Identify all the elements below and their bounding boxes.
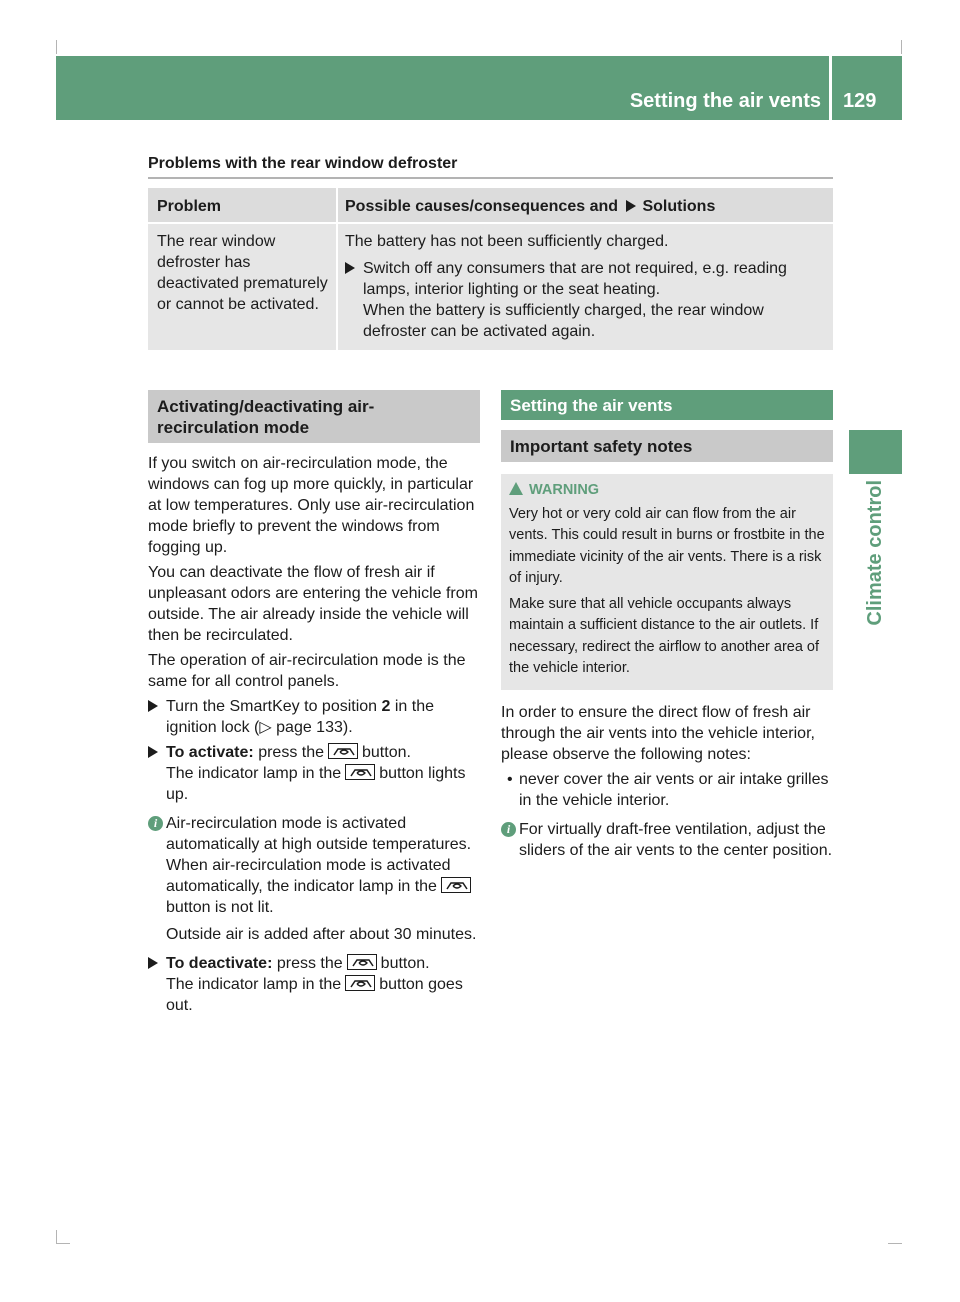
cause-text: The battery has not been sufficiently charged. — [345, 233, 669, 250]
recirculation-odors: You can deactivate the flow of fresh air if unpleasant odors are entering the vehicle from outside. The air already inside the vehicle will then be recirculated. — [148, 564, 478, 644]
instruction-step — [148, 696, 480, 738]
step-text: in the ignition lock ( — [166, 698, 435, 736]
header-title: Setting the air vents — [629, 90, 821, 112]
air-vents-intro: In order to ensure the direct flow of fresh air through the air vents into the vehicle interior, please observe the following notes: — [501, 703, 815, 763]
info-icon: i — [501, 822, 516, 837]
table-header-problem: Problem — [157, 198, 222, 215]
right-column — [501, 390, 833, 861]
crop-mark — [901, 40, 902, 54]
info-text: Air-recirculation mode is activated automatically at high outside temperatures. When air-recirculation mode is activated automatically, the indicator lamp in the — [166, 815, 472, 895]
section-rule — [148, 177, 833, 179]
step-text: button. — [380, 955, 430, 972]
step-result: The indicator lamp in the — [166, 765, 342, 782]
recirculation-button-icon — [328, 743, 358, 759]
recirculation-intro: If you switch on air-recirculation mode, the windows can fog up more quickly, in particular at low temperatures. Only use air-recirculation mode briefly to prevent the windows from fogging up. — [148, 455, 475, 556]
column-divider — [336, 224, 338, 350]
step-text: press the — [276, 955, 343, 972]
solution-step-text: Switch off any consumers that are not required, e.g. reading lamps, interior lighting or the seat heating. — [363, 260, 787, 298]
arrow-icon — [148, 957, 158, 969]
info-text: button is not lit. — [166, 899, 274, 916]
table-header-causes-text: Possible causes/consequences and — [345, 198, 619, 215]
deactivate-label: To deactivate: — [166, 955, 273, 972]
section-title: Problems with the rear window defroster — [148, 155, 458, 172]
arrow-icon — [345, 262, 355, 274]
info-text: Outside air is added after about 30 minutes. — [166, 926, 477, 943]
side-tab-block — [849, 430, 902, 474]
activate-label: To activate: — [166, 744, 254, 761]
side-tab-label: Climate control — [864, 480, 886, 626]
solution-step-result: When the battery is sufficiently charged, the rear window defroster can be activated again. — [363, 302, 764, 340]
step-result: The indicator lamp in the — [166, 976, 342, 993]
solution-step — [345, 258, 825, 342]
arrow-icon — [148, 700, 158, 712]
warning-title: WARNING — [529, 482, 600, 498]
left-column — [148, 390, 480, 1016]
recirculation-panels: The operation of air-recirculation mode is the same for all control panels. — [148, 652, 466, 690]
step-text: Turn the SmartKey to position — [166, 698, 378, 715]
table-header-solutions-text: Solutions — [642, 198, 716, 215]
page-number: 129 — [843, 90, 877, 112]
column-divider — [336, 188, 338, 222]
header-divider — [829, 56, 832, 120]
step-result: button goes out. — [166, 976, 463, 1014]
info-text: For virtually draft-free ventilation, adjust the sliders of the air vents to the center position. — [519, 820, 833, 859]
page-reference[interactable]: page 133). — [276, 719, 353, 736]
deactivate-step — [148, 953, 480, 1016]
step-result: button lights up. — [166, 765, 466, 803]
step-text: button. — [362, 744, 411, 761]
table-cell-cause — [345, 231, 825, 342]
warning-text: Very hot or very cold air can flow from the air vents. This could result in burns or frostbite in the immediate vicinity of the air vents. There is a risk of injury. — [509, 505, 825, 586]
recirculation-button-icon — [345, 764, 375, 780]
air-vents-heading: Setting the air vents — [501, 390, 833, 420]
table-cell-problem: The rear window defroster has deactivated prematurely or cannot be activated. — [157, 233, 328, 313]
arrow-icon — [148, 746, 158, 758]
safety-notes-heading: Important safety notes — [501, 430, 833, 462]
warning-text: Make sure that all vehicle occupants always maintain a sufficient distance to the air outlets. If necessary, redirect the airflow to another area of the vehicle interior. — [509, 595, 820, 676]
warning-title-row — [509, 480, 825, 502]
warning-box — [501, 474, 833, 690]
list-item: • never cover the air vents or air intake grilles in the vehicle interior. — [501, 769, 833, 811]
ignition-position: 2 — [381, 698, 391, 715]
step-text: press the — [258, 744, 324, 761]
info-note — [148, 813, 480, 945]
recirculation-button-icon — [345, 975, 375, 991]
activate-step — [148, 742, 480, 805]
table-header-causes — [345, 196, 715, 217]
arrow-icon — [626, 200, 636, 212]
recirculation-button-icon — [347, 954, 377, 970]
info-note — [501, 819, 833, 861]
crop-mark — [56, 1230, 57, 1244]
crop-mark — [888, 1243, 902, 1244]
recirculation-button-icon — [441, 877, 471, 893]
page-ref-icon: ▷ — [259, 719, 272, 736]
info-icon: i — [148, 816, 163, 831]
crop-mark — [56, 40, 57, 54]
recirculation-heading: Activating/deactivating air-recirculation mode — [148, 390, 480, 443]
crop-mark — [56, 1243, 70, 1244]
warning-icon — [509, 482, 523, 495]
